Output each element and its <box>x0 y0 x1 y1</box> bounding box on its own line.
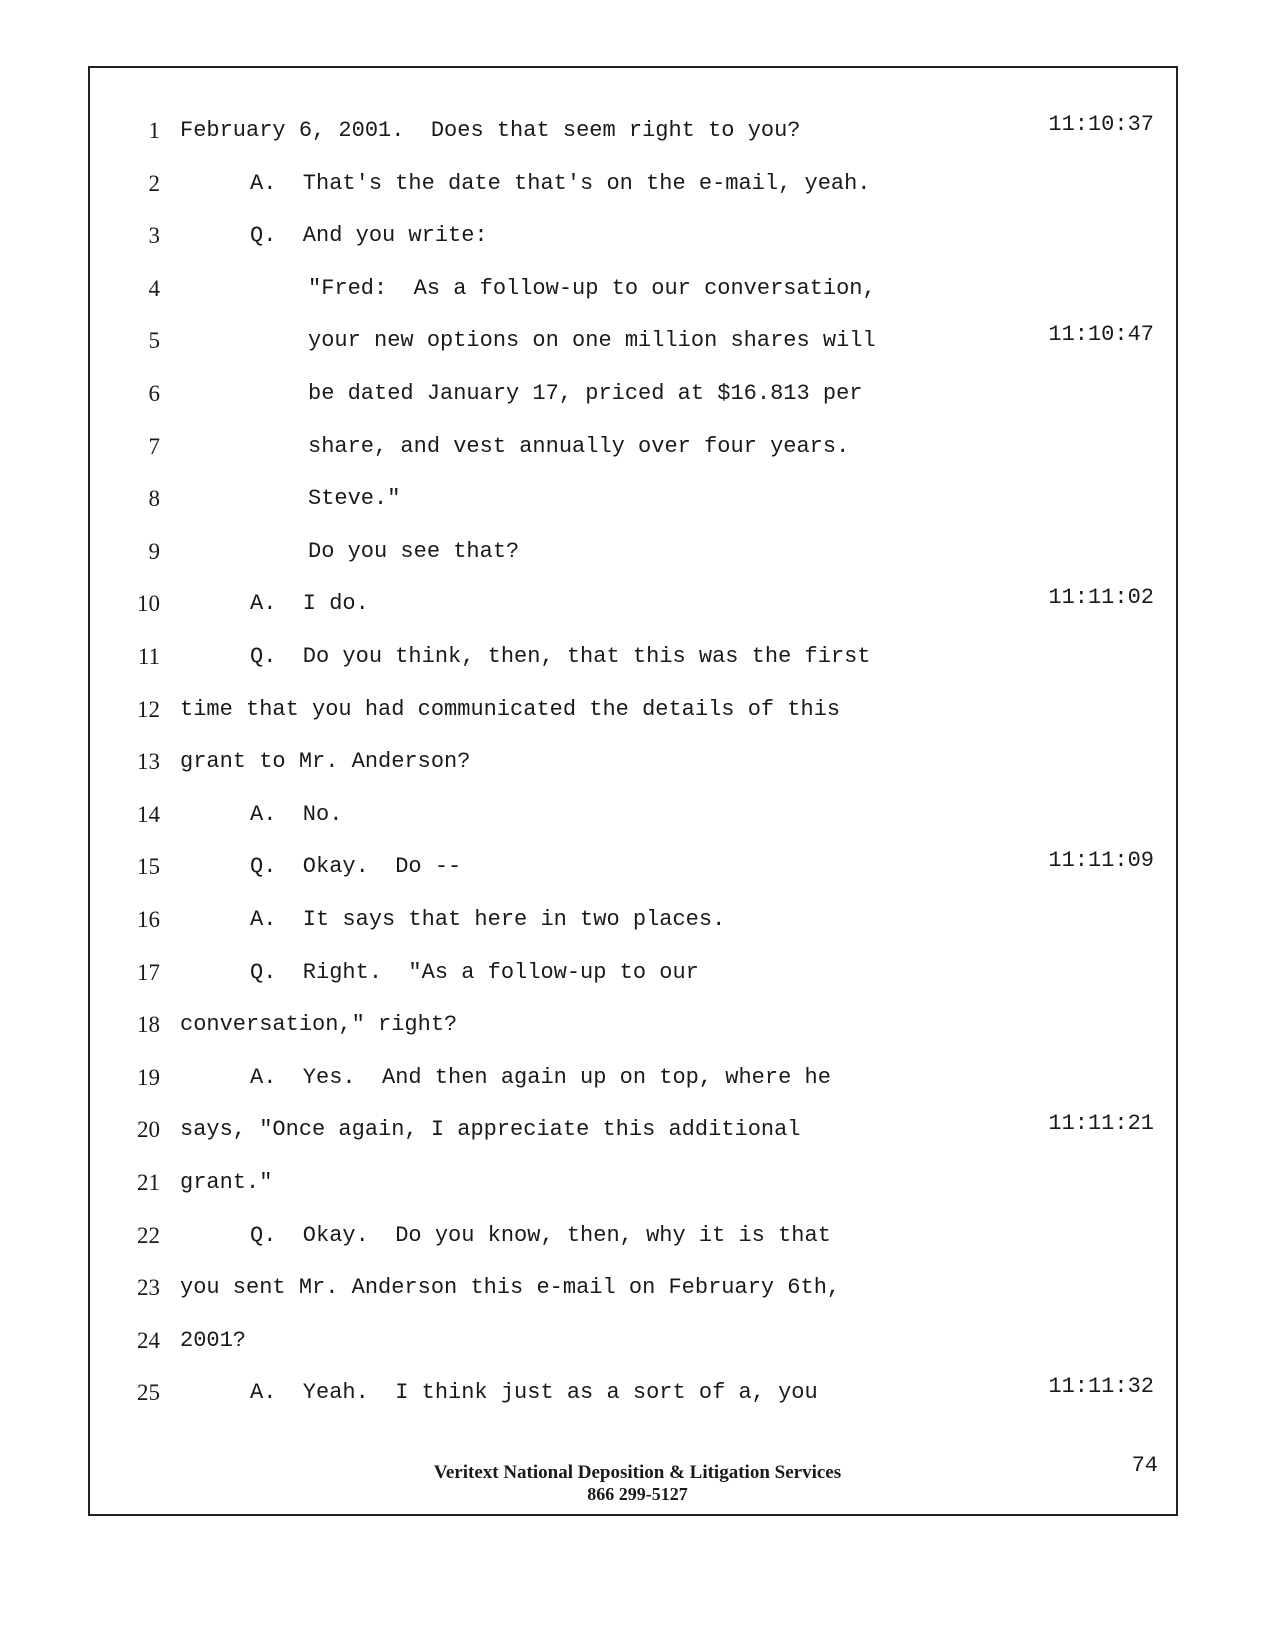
line-number: 3 <box>148 223 160 249</box>
transcript-line <box>90 1328 1176 1364</box>
transcript-line <box>90 802 1176 838</box>
line-text: grant." <box>180 1170 273 1195</box>
line-number: 22 <box>137 1222 160 1248</box>
transcript-line <box>90 1111 1176 1153</box>
transcript-line <box>90 907 1176 943</box>
line-number: 8 <box>148 486 160 512</box>
line-text: be dated January 17, priced at $16.813 per <box>308 381 863 406</box>
line-number: 16 <box>137 907 160 932</box>
line-number: 11 <box>137 644 160 669</box>
footer-company <box>0 1462 1275 1505</box>
line-text: Q. Okay. Do you know, then, why it is that <box>250 1222 831 1248</box>
line-text: share, and vest annually over four years. <box>308 433 850 459</box>
timestamp: 11:11:02 <box>1048 585 1154 611</box>
line-text: 2001? <box>180 1327 247 1353</box>
transcript-line <box>90 171 1176 207</box>
line-text: conversation," right? <box>180 1012 458 1038</box>
line-text: says, "Once again, I appreciate this additional <box>180 1117 801 1143</box>
timestamp: 11:10:37 <box>1048 112 1154 137</box>
line-number: 20 <box>137 1117 160 1143</box>
line-text: Do you see that? <box>308 538 520 564</box>
line-text: Q. Right. "As a follow-up to our <box>250 959 699 985</box>
line-number: 7 <box>148 433 160 459</box>
transcript-line <box>90 1275 1176 1311</box>
line-number: 5 <box>148 328 160 354</box>
transcript-line <box>90 1170 1176 1206</box>
line-number: 14 <box>137 801 160 827</box>
line-text: February 6, 2001. Does that seem right to you? <box>180 118 801 143</box>
line-text: Q. And you write: <box>250 223 488 249</box>
transcript-line <box>90 697 1176 733</box>
line-number: 2 <box>148 170 160 196</box>
line-number: 21 <box>137 1170 160 1195</box>
transcript-line <box>90 322 1176 364</box>
line-text: Q. Do you think, then, that this was the first <box>250 644 871 669</box>
transcript-line <box>90 1223 1176 1259</box>
line-text: your new options on one million shares will <box>308 328 876 354</box>
line-text: A. No. <box>250 801 343 827</box>
footer-phone: 866 299-5127 <box>587 1484 688 1504</box>
timestamp: 11:11:32 <box>1048 1374 1154 1400</box>
line-number: 12 <box>137 696 160 722</box>
line-text: A. Yeah. I think just as a sort of a, you <box>250 1380 818 1406</box>
line-text: A. It says that here in two places. <box>250 907 726 932</box>
line-text: grant to Mr. Anderson? <box>180 749 471 775</box>
line-text: you sent Mr. Anderson this e-mail on February 6th, <box>180 1275 841 1301</box>
line-number: 18 <box>137 1012 160 1038</box>
transcript-line <box>90 223 1176 259</box>
transcript-line <box>90 486 1176 522</box>
transcript-line <box>90 539 1176 575</box>
transcript-line <box>90 585 1176 627</box>
line-number: 23 <box>137 1275 160 1301</box>
line-text: "Fred: As a follow-up to our conversation, <box>308 275 876 301</box>
line-text: Steve." <box>308 486 401 512</box>
line-text: A. I do. <box>250 591 369 617</box>
line-text: time that you had communicated the details of this <box>180 696 841 722</box>
line-number: 9 <box>148 538 160 564</box>
transcript-line <box>90 434 1176 470</box>
line-number: 10 <box>137 591 160 617</box>
line-number: 15 <box>137 854 160 880</box>
line-number: 17 <box>137 959 160 985</box>
transcript-line <box>90 644 1176 680</box>
page-number: 74 <box>1131 1453 1158 1478</box>
transcript-line <box>90 1065 1176 1101</box>
line-number: 6 <box>148 381 160 406</box>
transcript-line <box>90 749 1176 785</box>
transcript-line <box>90 276 1176 312</box>
timestamp: 11:11:09 <box>1048 848 1154 874</box>
line-number: 24 <box>137 1327 160 1353</box>
transcript-line <box>90 1374 1176 1416</box>
timestamp: 11:10:47 <box>1048 322 1154 348</box>
transcript-line <box>90 112 1176 154</box>
transcript-page <box>88 66 1178 1516</box>
line-text: A. That's the date that's on the e-mail, yeah. <box>250 170 871 196</box>
timestamp: 11:11:21 <box>1048 1111 1154 1137</box>
line-number: 1 <box>148 118 160 143</box>
transcript-line <box>90 1012 1176 1048</box>
transcript-line <box>90 960 1176 996</box>
footer-company-name: Veritext National Deposition & Litigation Services <box>433 1462 842 1483</box>
transcript-line <box>90 381 1176 417</box>
line-text: A. Yes. And then again up on top, where he <box>250 1064 831 1090</box>
line-number: 19 <box>137 1064 160 1090</box>
line-number: 4 <box>148 275 160 301</box>
line-text: Q. Okay. Do -- <box>250 854 462 880</box>
line-number: 13 <box>137 749 160 775</box>
line-number: 25 <box>137 1380 160 1406</box>
transcript-line <box>90 848 1176 890</box>
